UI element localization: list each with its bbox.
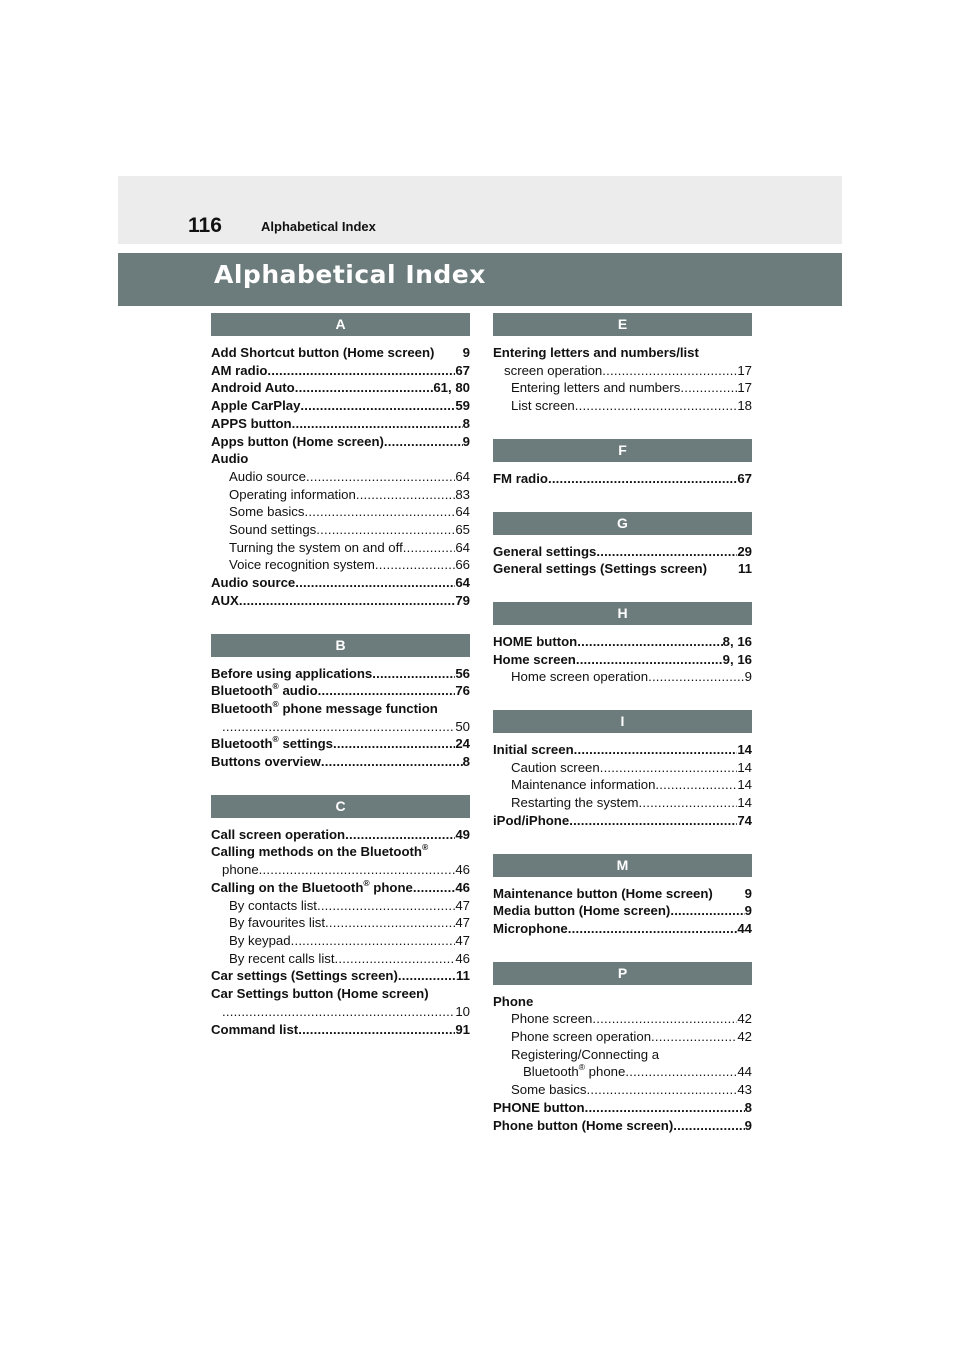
section-gap: [493, 578, 752, 602]
index-entry[interactable]: [493, 344, 752, 362]
page-ref[interactable]: 17: [737, 362, 752, 378]
entry-text: Entering letters and numbers: [511, 380, 681, 396]
index-entry[interactable]: [493, 633, 752, 651]
index-entry[interactable]: [211, 486, 470, 504]
page-ref[interactable]: 67: [737, 470, 752, 486]
registered-mark: ®: [272, 681, 279, 692]
index-entry[interactable]: [493, 776, 752, 794]
dot-leader: [375, 556, 455, 574]
index-entry[interactable]: [211, 967, 470, 985]
entry-text: Microphone: [493, 920, 568, 936]
dot-leader: [335, 950, 456, 968]
index-entry[interactable]: [211, 950, 470, 968]
entry-text: Bluetooth® settings: [211, 734, 334, 752]
page-ref[interactable]: 50: [455, 718, 470, 734]
dot-leader: [569, 812, 737, 830]
page-ref[interactable]: 10: [455, 1003, 470, 1019]
page-number: 116: [188, 214, 222, 237]
index-entry[interactable]: [493, 1117, 752, 1135]
running-title: Alphabetical Index: [261, 219, 376, 234]
page-ref[interactable]: 14: [737, 795, 752, 811]
page-ref[interactable]: 47: [455, 915, 470, 931]
entry-text: Turning the system on and off: [229, 539, 403, 555]
entry-text: Bluetooth® phone message function: [211, 698, 438, 716]
page-ref[interactable]: 65: [455, 522, 470, 538]
section-gap: [211, 771, 470, 795]
section-letter-e: E: [493, 313, 752, 336]
entry-text: By contacts list: [229, 897, 317, 913]
dot-leader: [639, 794, 738, 812]
dot-leader: [680, 379, 737, 397]
dot-leader: [300, 397, 455, 415]
page-ref[interactable]: 24: [455, 736, 470, 752]
dot-leader: [602, 362, 737, 380]
entry-text: Calling methods on the Bluetooth®: [211, 842, 429, 860]
dot-leader: [267, 362, 455, 380]
section-letter-c: C: [211, 795, 470, 818]
index-entry[interactable]: [493, 993, 752, 1011]
index-entry[interactable]: [211, 592, 470, 610]
registered-mark: ®: [272, 698, 279, 709]
page-ref[interactable]: 9: [462, 433, 470, 449]
entry-text: Android Auto: [211, 380, 295, 396]
index-entry[interactable]: [493, 1010, 752, 1028]
dot-leader: [625, 1063, 737, 1081]
entry-list: [493, 877, 752, 938]
page-ref[interactable]: 76: [455, 683, 470, 699]
page-ref[interactable]: 67: [455, 362, 470, 378]
dot-leader: [292, 415, 463, 433]
index-entry[interactable]: [493, 651, 752, 669]
page-ref[interactable]: 47: [455, 897, 470, 913]
entry-text: Entering letters and numbers/list: [493, 345, 699, 360]
section-letter-i: I: [493, 710, 752, 733]
index-entry[interactable]: [211, 1003, 470, 1021]
entry-text: Phone screen operation: [511, 1029, 652, 1045]
index-entry[interactable]: [211, 861, 470, 879]
entry-list: [493, 733, 752, 830]
index-entry[interactable]: [211, 397, 470, 415]
entry-text: By recent calls list: [229, 950, 335, 966]
dot-leader: [306, 468, 455, 486]
index-entry[interactable]: [493, 812, 752, 830]
entry-text: Add Shortcut button (Home screen): [211, 345, 435, 360]
section-letter-f: F: [493, 439, 752, 462]
entry-text: List screen: [511, 398, 575, 414]
page-ref[interactable]: 59: [455, 398, 470, 414]
entry-text: Phone button (Home screen): [493, 1117, 674, 1133]
entry-text: Bluetooth® audio: [211, 681, 318, 699]
page-ref[interactable]: 47: [455, 932, 470, 948]
page-ref[interactable]: 9: [744, 903, 752, 919]
dot-leader: [222, 1003, 455, 1021]
dot-leader: [295, 379, 434, 397]
index-entry[interactable]: [211, 932, 470, 950]
index-entry[interactable]: [493, 794, 752, 812]
dot-leader: [318, 682, 456, 700]
dot-leader: [259, 861, 456, 879]
page-ref[interactable]: 11: [738, 561, 752, 577]
entry-list: [211, 336, 470, 610]
dot-leader: [291, 932, 456, 950]
page-ref[interactable]: 66: [455, 557, 470, 573]
dot-leader: [321, 753, 463, 771]
section-letter-m: M: [493, 854, 752, 877]
section-gap: [493, 488, 752, 512]
page-ref[interactable]: 64: [455, 504, 470, 520]
index-entry[interactable]: [211, 1021, 470, 1039]
section-gap: [493, 686, 752, 710]
entry-text: Command list: [211, 1021, 299, 1037]
registered-mark: ®: [422, 842, 429, 853]
entry-text: Buttons overview: [211, 754, 321, 770]
page-ref[interactable]: 46: [455, 950, 470, 966]
entry-text: Restarting the system: [511, 795, 639, 811]
dot-leader: [403, 539, 456, 557]
section-letter-g: G: [493, 512, 752, 535]
page-ref[interactable]: 11: [456, 968, 470, 984]
entry-list: [493, 336, 752, 415]
dot-leader: [298, 1021, 455, 1039]
index-column-left: [211, 313, 470, 1038]
title-bar: [118, 253, 842, 306]
index-entry[interactable]: [211, 539, 470, 557]
page-ref[interactable]: 14: [737, 742, 752, 758]
page-ref[interactable]: 43: [737, 1082, 752, 1098]
index-entry[interactable]: [493, 759, 752, 777]
entry-text: Car settings (Settings screen): [211, 968, 398, 984]
index-entry[interactable]: [211, 433, 470, 451]
index-entry[interactable]: [211, 665, 470, 683]
index-entry[interactable]: [211, 450, 470, 468]
dot-leader: [575, 397, 738, 415]
entry-text: Registering/Connecting a: [511, 1046, 660, 1062]
dot-leader: [295, 574, 455, 592]
dot-leader: [372, 665, 455, 683]
dot-leader: [345, 826, 455, 844]
page-ref[interactable]: 9: [744, 669, 752, 685]
section-letter-b: B: [211, 634, 470, 657]
page-ref[interactable]: 9: [744, 1117, 752, 1133]
index-entry[interactable]: [211, 682, 470, 700]
dot-leader: [317, 897, 455, 915]
page-ref[interactable]: 79: [455, 592, 470, 608]
index-entry[interactable]: [493, 1046, 752, 1064]
page-ref[interactable]: 42: [737, 1029, 752, 1045]
section-gap: [493, 415, 752, 439]
page-ref[interactable]: 56: [455, 665, 470, 681]
dot-leader: [651, 1028, 737, 1046]
entry-text: AM radio: [211, 362, 268, 378]
section-letter-a: A: [211, 313, 470, 336]
dot-leader: [398, 967, 456, 985]
dot-leader: [574, 741, 738, 759]
index-entry[interactable]: [493, 920, 752, 938]
index-entry[interactable]: [493, 741, 752, 759]
entry-text: Apple CarPlay: [211, 398, 301, 414]
index-entry[interactable]: [493, 668, 752, 686]
registered-mark: ®: [272, 734, 279, 745]
page-ref[interactable]: 64: [455, 575, 470, 591]
dot-leader: [592, 1010, 737, 1028]
entry-list: [493, 462, 752, 488]
dot-leader: [413, 879, 455, 897]
entry-text: Audio source: [211, 575, 296, 591]
index-column-right: [493, 313, 752, 1134]
index-entry[interactable]: [211, 718, 470, 736]
page-title: Alphabetical Index: [214, 260, 486, 289]
index-entry[interactable]: [211, 344, 470, 362]
index-entry[interactable]: [211, 753, 470, 771]
page-ref[interactable]: 8: [462, 415, 470, 431]
section-gap: [211, 610, 470, 634]
entry-text: Car Settings button (Home screen): [211, 986, 429, 1002]
dot-leader: [316, 521, 455, 539]
header-band: [118, 176, 842, 244]
page-ref[interactable]: 64: [455, 539, 470, 555]
entry-text: Some basics: [229, 504, 305, 520]
index-entry[interactable]: [211, 468, 470, 486]
dot-leader: [585, 1099, 745, 1117]
page-ref[interactable]: 44: [737, 920, 752, 936]
entry-text: Bluetooth® phone: [523, 1062, 626, 1080]
dot-leader: [568, 920, 738, 938]
dot-leader: [222, 718, 455, 736]
entry-list: [493, 625, 752, 686]
index-entry[interactable]: [211, 362, 470, 380]
entry-text: Caution screen: [511, 759, 600, 775]
entry-text: Before using applications: [211, 665, 373, 681]
index-entry[interactable]: [211, 700, 470, 718]
entry-text: Audio: [211, 451, 249, 467]
index-entry[interactable]: [493, 397, 752, 415]
entry-text: Calling on the Bluetooth® phone: [211, 877, 413, 895]
dot-leader: [600, 759, 738, 777]
page-ref[interactable]: 9: [744, 885, 752, 901]
section-letter-h: H: [493, 602, 752, 625]
page-ref[interactable]: 9, 16: [722, 651, 752, 667]
page-ref[interactable]: 8: [744, 1099, 752, 1115]
entry-text: Apps button (Home screen): [211, 433, 384, 449]
index-entry[interactable]: [493, 1081, 752, 1099]
page-ref[interactable]: 14: [737, 777, 752, 793]
section-letter-p: P: [493, 962, 752, 985]
page-ref[interactable]: 42: [737, 1011, 752, 1027]
entry-text: HOME button: [493, 633, 578, 649]
page-ref[interactable]: 8: [462, 754, 470, 770]
registered-mark: ®: [578, 1062, 585, 1073]
entry-text: Maintenance button (Home screen): [493, 885, 713, 901]
page-ref[interactable]: 18: [737, 398, 752, 414]
page-ref[interactable]: 14: [737, 759, 752, 775]
dot-leader: [577, 633, 722, 651]
entry-text: Home screen: [493, 651, 576, 667]
section-gap: [493, 830, 752, 854]
page-ref[interactable]: 29: [737, 543, 752, 559]
index-entry[interactable]: [493, 1063, 752, 1081]
index-entry[interactable]: [493, 470, 752, 488]
entry-text: Call screen operation: [211, 826, 346, 842]
section-gap: [493, 938, 752, 962]
index-entry[interactable]: [211, 914, 470, 932]
dot-leader: [587, 1081, 738, 1099]
dot-leader: [325, 914, 455, 932]
index-entry[interactable]: [211, 503, 470, 521]
entry-text: Phone screen: [511, 1011, 593, 1027]
dot-leader: [670, 902, 744, 920]
dot-leader: [548, 470, 737, 488]
entry-text: Media button (Home screen): [493, 903, 671, 919]
entry-text: AUX: [211, 592, 239, 608]
entry-text: Operating information: [229, 486, 356, 502]
entry-text: FM radio: [493, 470, 548, 486]
dot-leader: [239, 592, 455, 610]
entry-list: [211, 657, 470, 771]
index-entry[interactable]: [211, 735, 470, 753]
dot-leader: [673, 1117, 744, 1135]
entry-text: Voice recognition system: [229, 557, 375, 573]
entry-text: screen operation: [504, 362, 603, 378]
index-entry[interactable]: [493, 362, 752, 380]
entry-list: [493, 535, 752, 578]
page-ref[interactable]: 49: [455, 826, 470, 842]
index-entry[interactable]: [493, 543, 752, 561]
entry-text: Home screen operation: [511, 669, 649, 685]
index-entry[interactable]: [211, 879, 470, 897]
index-entry[interactable]: [211, 574, 470, 592]
dot-leader: [384, 433, 463, 451]
dot-leader: [356, 486, 456, 504]
index-entry[interactable]: [493, 560, 752, 578]
entry-text: iPod/iPhone: [493, 812, 570, 828]
entry-list: [493, 985, 752, 1135]
index-entry[interactable]: [493, 1028, 752, 1046]
page-ref[interactable]: 91: [455, 1021, 470, 1037]
dot-leader: [596, 543, 737, 561]
index-entry[interactable]: [211, 826, 470, 844]
entry-text: General settings: [493, 543, 597, 559]
entry-list: [211, 818, 470, 1038]
dot-leader: [655, 776, 737, 794]
entry-text: Some basics: [511, 1082, 587, 1098]
index-entry[interactable]: [211, 415, 470, 433]
page-ref[interactable]: 61, 80: [433, 380, 470, 396]
page-ref[interactable]: 44: [737, 1064, 752, 1080]
entry-text: Initial screen: [493, 742, 574, 758]
entry-text: By favourites list: [229, 915, 326, 931]
entry-text: Maintenance information: [511, 777, 656, 793]
index-entry[interactable]: [493, 1099, 752, 1117]
entry-text: PHONE button: [493, 1099, 585, 1115]
index-entry[interactable]: [493, 885, 752, 903]
registered-mark: ®: [363, 877, 370, 888]
entry-text: Sound settings: [229, 522, 317, 538]
index-entry[interactable]: [211, 985, 470, 1003]
page-ref[interactable]: 83: [455, 486, 470, 502]
entry-text: Audio source: [229, 468, 306, 484]
dot-leader: [648, 668, 745, 686]
entry-text: General settings (Settings screen): [493, 561, 707, 577]
page-ref[interactable]: 64: [455, 468, 470, 484]
index-entry[interactable]: [211, 843, 470, 861]
page-ref[interactable]: 46: [455, 879, 470, 895]
index-entry[interactable]: [493, 379, 752, 397]
entry-text: APPS button: [211, 415, 292, 431]
dot-leader: [305, 503, 456, 521]
entry-text: phone: [222, 862, 259, 878]
index-entry[interactable]: [211, 556, 470, 574]
index-entry[interactable]: [211, 897, 470, 915]
entry-text: By keypad: [229, 932, 291, 948]
index-entry[interactable]: [493, 902, 752, 920]
entry-text: Phone: [493, 993, 534, 1009]
page-ref[interactable]: 8, 16: [722, 633, 752, 649]
dot-leader: [576, 651, 723, 669]
page-ref[interactable]: 46: [455, 862, 470, 878]
index-entry[interactable]: [211, 379, 470, 397]
page-ref[interactable]: 9: [462, 345, 470, 360]
dot-leader: [333, 735, 455, 753]
index-entry[interactable]: [211, 521, 470, 539]
page-ref[interactable]: 74: [737, 812, 752, 828]
page-ref[interactable]: 17: [737, 380, 752, 396]
